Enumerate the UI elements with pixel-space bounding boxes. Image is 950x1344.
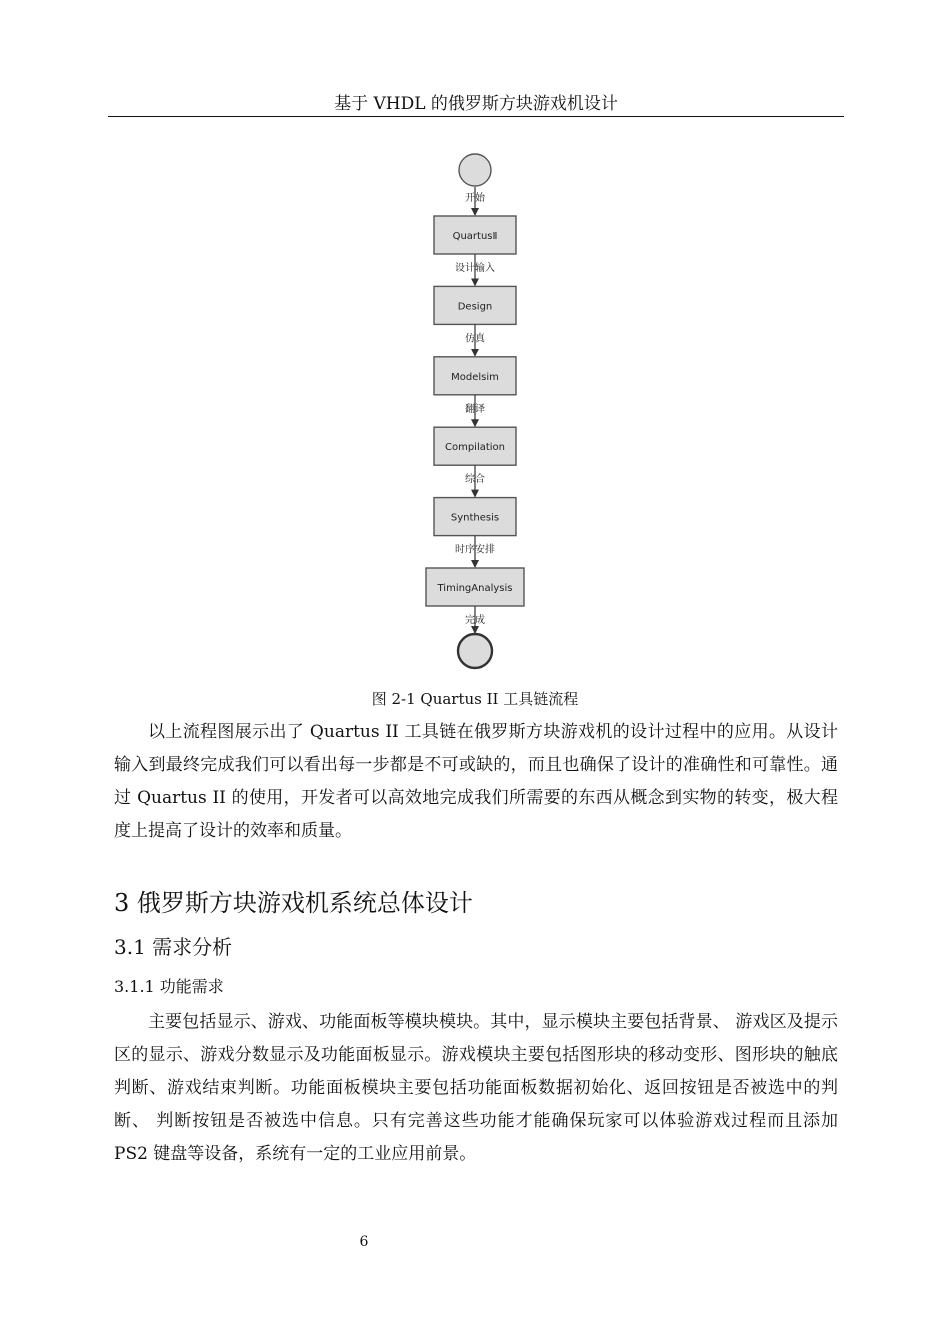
subsubsection-heading: 3.1.1 功能需求 [114, 977, 224, 996]
body-paragraph-1: 以上流程图展示出了 Quartus II 工具链在俄罗斯方块游戏机的设计过程中的应用。从设计输入到最终完成我们可以看出每一步都是不可或缺的，而且也确保了设计的准确性和可靠性。通过 Quartus II 的使用，开发者可以高效地完成我们所需要的东西从概念到实物的转变，极大程度上提高了设计的效率和质量。 [114, 722, 838, 841]
start-edge-label: 开始 [465, 193, 485, 204]
flow-node-label: Synthesis [450, 512, 500, 524]
running-header: 基于 VHDL 的俄罗斯方块游戏机设计 [108, 92, 844, 117]
subsection-heading: 3.1 需求分析 [114, 935, 233, 959]
flow-node-label: QuartusⅡ [452, 231, 498, 242]
end-node [458, 634, 492, 668]
flow-node-label: Compilation [444, 442, 506, 454]
section-heading: 3 俄罗斯方块游戏机系统总体设计 [114, 889, 473, 917]
flow-node-label: Design [457, 301, 493, 313]
start-node [459, 154, 491, 186]
flow-node-label: TimingAnalysis [437, 583, 513, 594]
flow-edge-label: 翻译 [465, 403, 485, 415]
body-paragraph-2: 主要包括显示、游戏、功能面板等模块模块。其中，显示模块主要包括背景、 游戏区及提示区的显示、游戏分数显示及功能面板显示。游戏模块主要包括图形块的移动变形、图形块的触底判断、游戏结束判断。功能面板模块主要包括功能面板数据初始化、返回按钮是否被选中的判断、 判断按钮是否被选中信息。只有完善这些功能才能确保玩家可以体验游戏过程而且添加 PS2 键盘等设备，系统有一定的工业应用前景。 [114, 1012, 838, 1164]
flow-edge-label: 设计输入 [455, 263, 495, 274]
flow-edge-label: 综合 [465, 474, 485, 486]
flow-node-label: Modelsim [451, 371, 499, 383]
flow-edge-label: 完成 [465, 615, 485, 626]
page-number: 6 [359, 1234, 369, 1250]
flow-edge-label: 仿真 [465, 333, 485, 345]
figure-caption: 图 2-1 Quartus II 工具链流程 [371, 690, 579, 708]
flow-edge-label: 时序安排 [455, 544, 495, 556]
